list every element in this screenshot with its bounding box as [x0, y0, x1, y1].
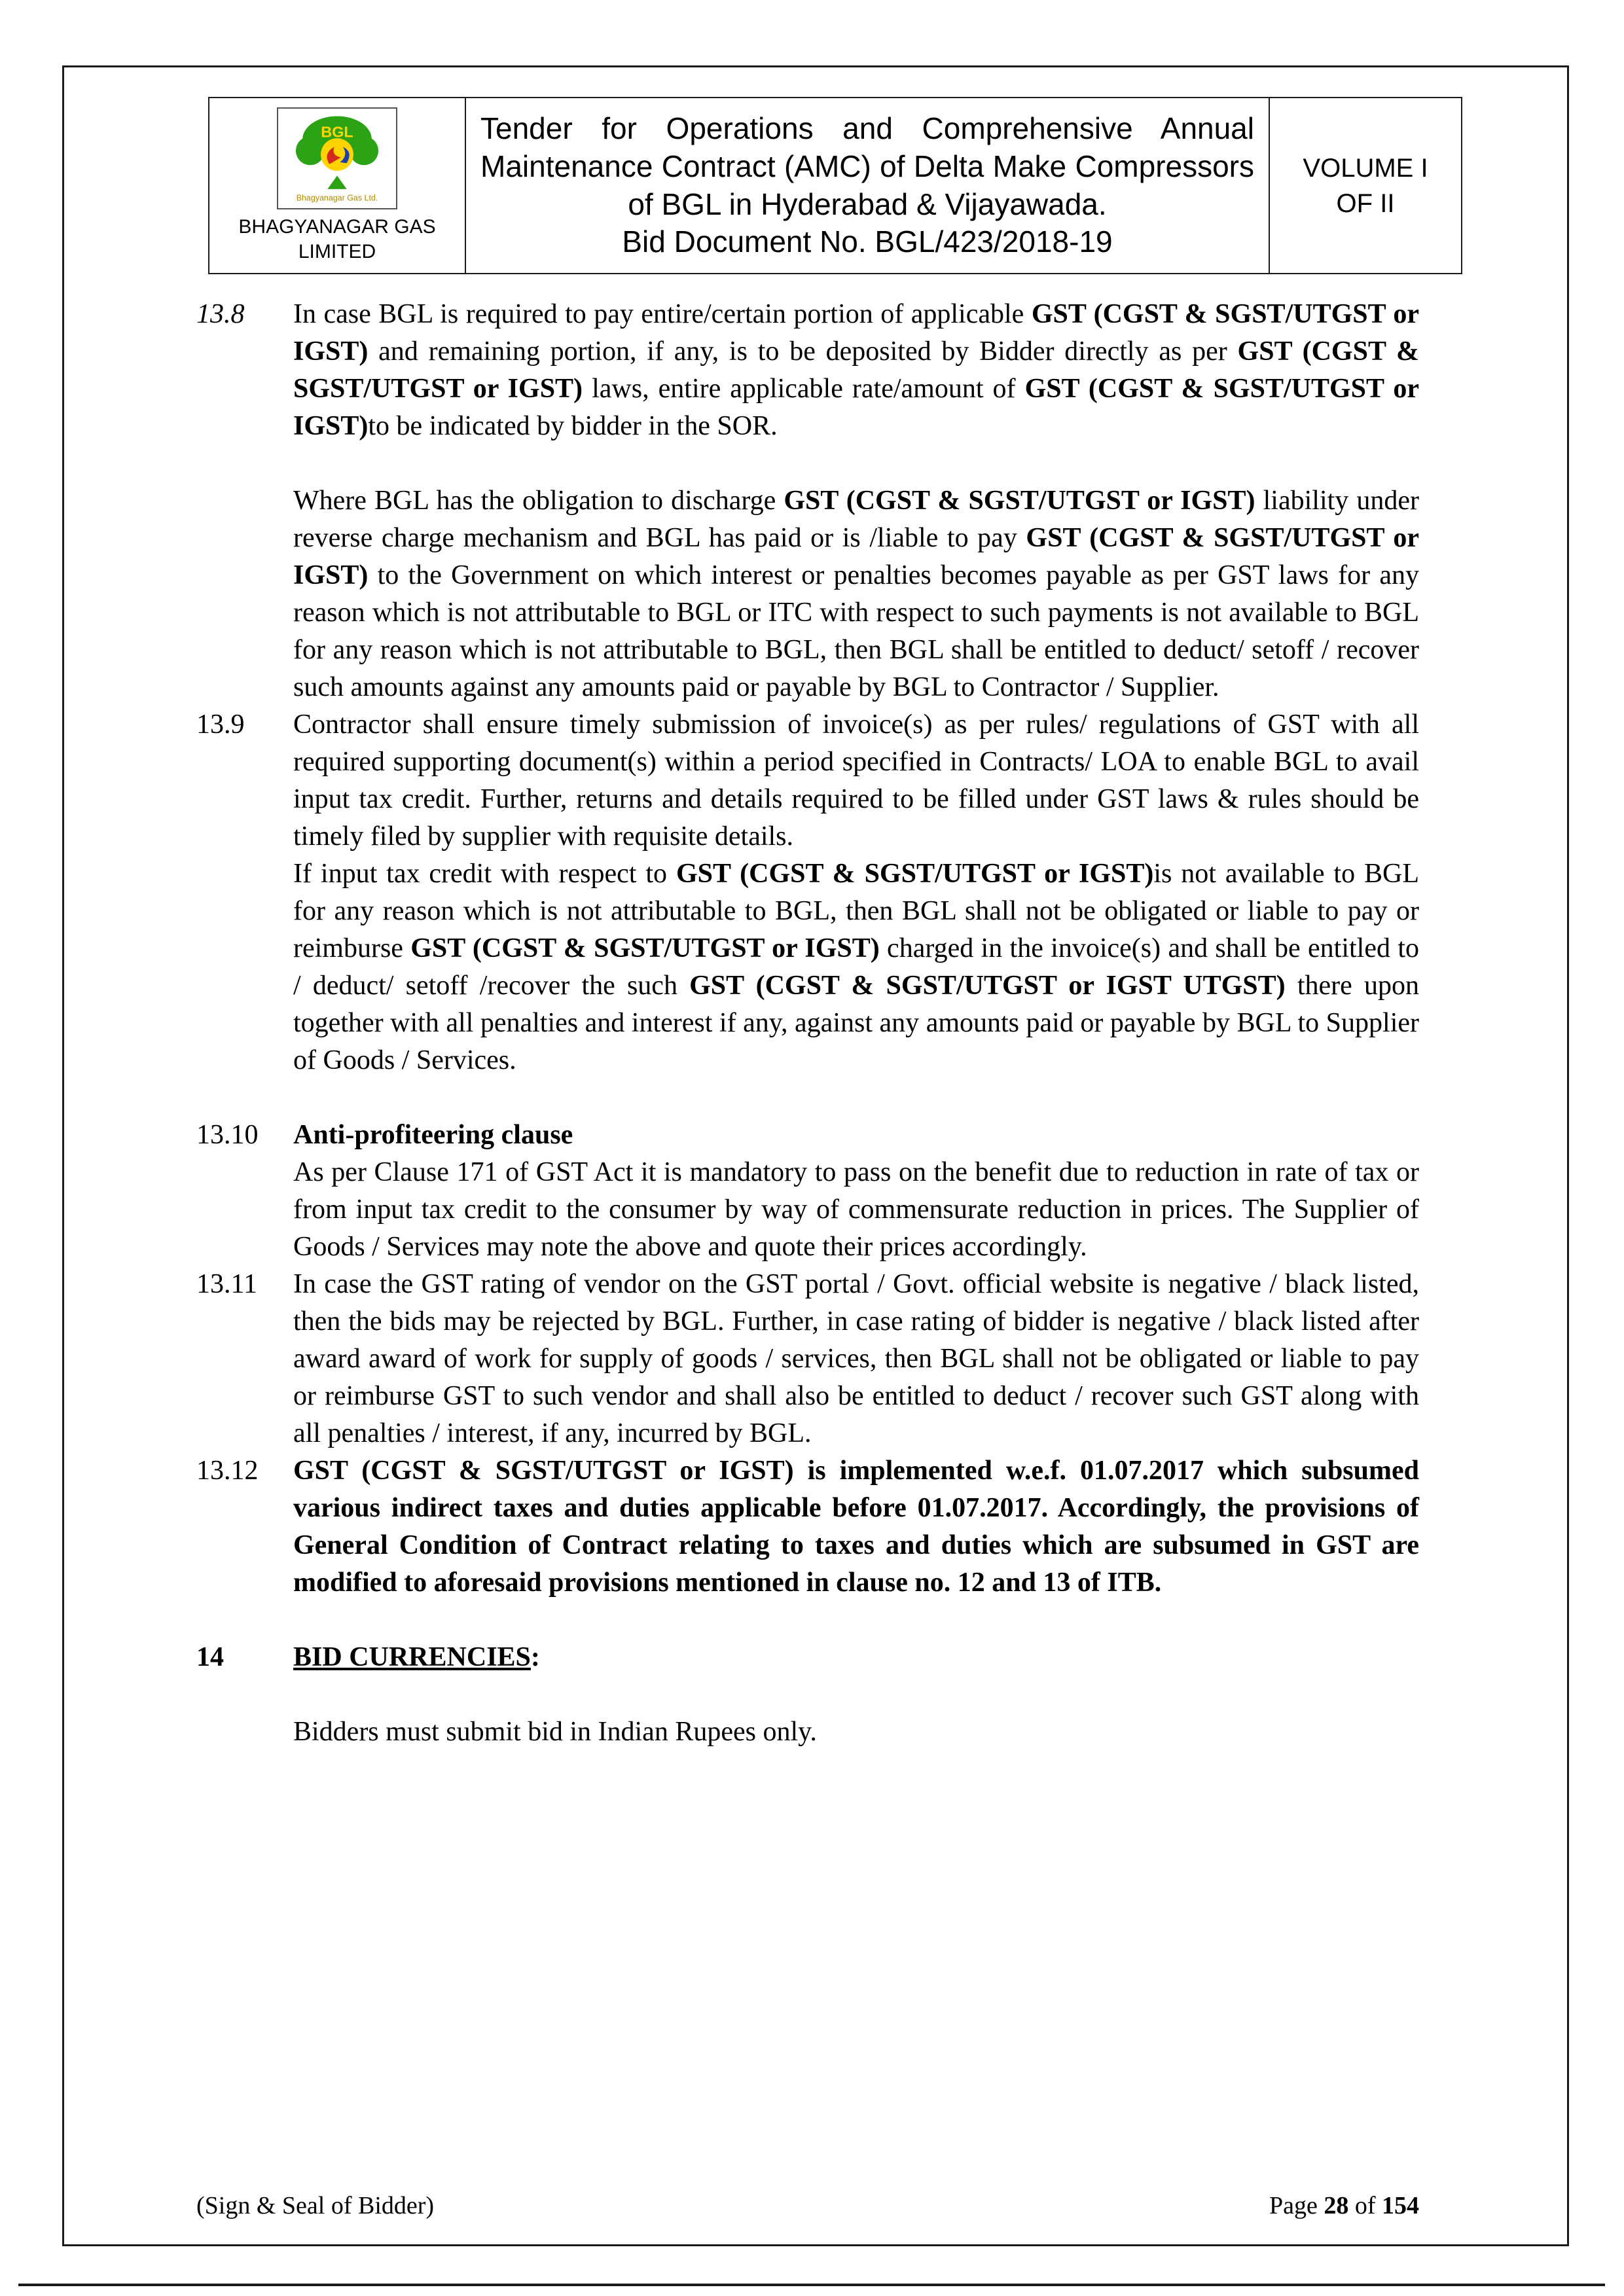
text-segment: :	[530, 1642, 540, 1672]
paragraph	[293, 1713, 1419, 1751]
clause-13.11	[196, 1266, 1419, 1452]
text-segment: Page	[1269, 2192, 1324, 2219]
bid-document-number: Bid Document No. BGL/423/2018-19	[622, 224, 1113, 259]
clause-13.9	[196, 706, 1419, 1079]
logo-frame	[277, 107, 397, 209]
clause-number: 13.10	[196, 1120, 259, 1150]
volume-line: OF II	[1336, 188, 1395, 218]
clause-number: 13.9	[196, 709, 245, 740]
document-header	[208, 97, 1462, 274]
text-segment: In case BGL is required to pay entire/certain portion of applicable	[293, 299, 1032, 329]
text-segment: GST (CGST & SGST/UTGST or IGST)	[784, 486, 1255, 516]
title-cell	[466, 98, 1270, 273]
text-segment: As per Clause 171 of GST Act it is mandatory to pass on the benefit due to reduction in rate of tax or from input tax credit to the consumer by way of commensurate reduction in prices. The Supplier of Goods / Services may note the above and quote their prices accordingly.	[293, 1157, 1419, 1262]
paragraph	[293, 855, 1419, 1079]
text-segment: GST (CGST & SGST/UTGST or IGST)	[293, 336, 1419, 404]
text-segment: In case the GST rating of vendor on the GST portal / Govt. official website is negative / black listed, then the bids may be rejected by BGL. Further, in case rating of bidder is negative / black listed after award award of work for supply of goods / services, then BGL shall not be obligated or liable to pay or reimburse GST to such vendor and shall also be entitled to deduct / recover such GST along with all penalties / interest, if any, incurred by BGL.	[293, 1269, 1419, 1448]
text-segment: GST (CGST & SGST/UTGST or IGST)	[293, 299, 1419, 367]
text-segment: is not available to BGL for any reason which is not attributable to BGL, then BGL shall not be obligated or liable to pay or reimburse	[293, 859, 1419, 963]
paragraph	[293, 296, 1419, 445]
bgl-logo	[280, 110, 395, 207]
text-segment: Anti-profiteering clause	[293, 1120, 573, 1150]
clause-number: 13.8	[196, 299, 245, 329]
clause-14	[196, 1639, 1419, 1751]
clause-13.8	[196, 296, 1419, 706]
clause-number: 13.11	[196, 1269, 257, 1299]
text-segment: 28	[1324, 2192, 1349, 2219]
text-segment: to the Government on which interest or penalties becomes payable as per GST laws for any reason which is not attributable to BGL or ITC with respect to such payments is not available to BGL for any reason which is not attributable to BGL, then BGL shall be entitled to deduct/ setoff / recover such amounts against any amounts paid or payable by BGL to Contractor / Supplier.	[293, 560, 1419, 702]
clause-list	[196, 296, 1419, 1751]
text-segment: GST (CGST & SGST/UTGST or IGST) is implemented w.e.f. 01.07.2017 which subsumed various indirect taxes and duties applicable before 01.07.2017. Accordingly, the provisions of General Condition of Contract relating to taxes and duties which are subsumed in GST are modified to aforesaid provisions mentioned in clause no. 12 and 13 of ITB.	[293, 1456, 1419, 1598]
text-segment: Where BGL has the obligation to discharge	[293, 486, 784, 516]
text-segment: BID CURRENCIES	[293, 1642, 531, 1672]
paragraph	[293, 482, 1419, 706]
text-segment: GST (CGST & SGST/UTGST or IGST)	[293, 523, 1419, 590]
clause-text	[293, 706, 1419, 1079]
text-segment: 154	[1382, 2192, 1419, 2219]
text-segment: GST (CGST & SGST/UTGST or IGST UTGST)	[689, 971, 1286, 1001]
clause-number: 14	[196, 1642, 224, 1672]
text-segment: to be indicated by bidder in the SOR.	[368, 411, 778, 441]
text-segment: GST (CGST & SGST/UTGST or IGST)	[293, 374, 1419, 441]
text-segment: liability under reverse charge mechanism and BGL has paid or is /liable to pay	[293, 486, 1419, 553]
paragraph	[293, 1117, 1419, 1154]
sign-seal-note: (Sign & Seal of Bidder)	[196, 2192, 435, 2219]
text-segment: and remaining portion, if any, is to be deposited by Bidder directly as per	[368, 336, 1238, 367]
volume-cell	[1270, 98, 1461, 273]
clause-text	[293, 1117, 1419, 1266]
logo-base	[327, 175, 346, 189]
logo-monogram: BGL	[321, 123, 353, 141]
text-segment: GST (CGST & SGST/UTGST or IGST)	[410, 933, 880, 963]
clause-text	[293, 1452, 1419, 1602]
text-segment: charged in the invoice(s) and shall be entitled to / deduct/ setoff /recover the such	[293, 933, 1419, 1001]
paragraph	[293, 1154, 1419, 1266]
paragraph	[293, 706, 1419, 855]
page-indicator	[1269, 2191, 1419, 2220]
text-segment: there upon together with all penalties and interest if any, against any amounts paid or payable by BGL to Supplier of Goods / Services.	[293, 971, 1419, 1075]
clause-text	[293, 1266, 1419, 1452]
text-segment: If input tax credit with respect to	[293, 859, 676, 889]
clause-text	[293, 1639, 1419, 1751]
scan-edge-line	[18, 2284, 1605, 2286]
clause-13.12	[196, 1452, 1419, 1602]
clause-text	[293, 296, 1419, 706]
org-name-line: LIMITED	[298, 240, 376, 262]
page-footer	[196, 2191, 1419, 2220]
logo-caption: Bhagyanagar Gas Ltd.	[296, 193, 378, 203]
text-segment: GST (CGST & SGST/UTGST or IGST)	[676, 859, 1154, 889]
paragraph	[293, 1266, 1419, 1452]
text-segment: of	[1348, 2192, 1382, 2219]
org-name-line: BHAGYANAGAR GAS	[238, 216, 436, 238]
paragraph	[293, 1452, 1419, 1602]
paragraph	[293, 1639, 1419, 1676]
text-segment: Bidders must submit bid in Indian Rupees only.	[293, 1717, 817, 1747]
text-segment: laws, entire applicable rate/amount of	[583, 374, 1025, 404]
document-title: Tender for Operations and Comprehensive Annual Maintenance Contract (AMC) of Delta Make Compressors of BGL in Hyderabad & Vijayawada.	[480, 111, 1254, 221]
clause-13.10	[196, 1117, 1419, 1266]
volume-line: VOLUME I	[1303, 153, 1428, 183]
logo-cell	[209, 98, 466, 273]
clause-number: 13.12	[196, 1456, 259, 1486]
text-segment: Contractor shall ensure timely submission of invoice(s) as per rules/ regulations of GST with all required supporting document(s) within a period specified in Contracts/ LOA to enable BGL to avail input tax credit. Further, returns and details required to be filled under GST laws & rules should be timely filed by supplier with requisite details.	[293, 709, 1419, 852]
org-name	[238, 215, 435, 264]
